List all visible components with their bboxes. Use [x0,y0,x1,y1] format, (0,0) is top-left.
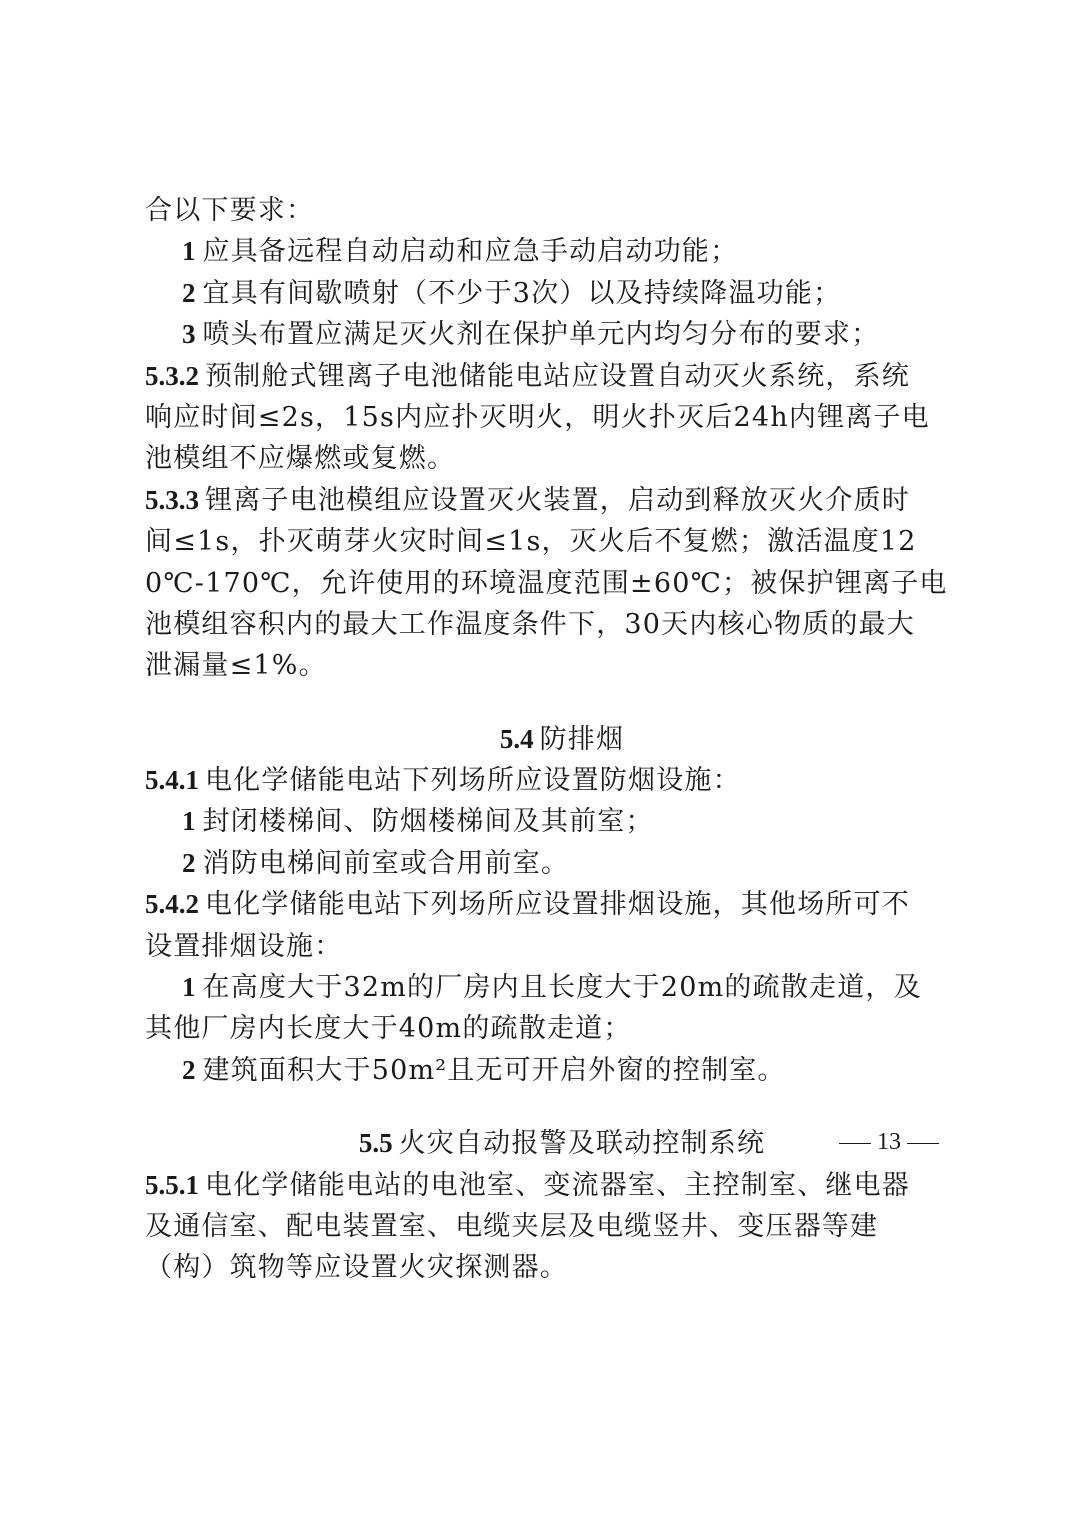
text-line [145,967,945,1008]
clause-number: 3 [182,319,196,350]
line-text: 响应时间≤2s，15s内应扑灭明火，明火扑灭后24h内锂离子电 [145,401,930,433]
line-text: 泄漏量≤1%。 [145,650,327,682]
text-line [145,645,945,686]
text-line [145,1165,945,1206]
clause-number: 5.5 [358,1128,393,1159]
text-line [145,926,945,967]
line-text: 0℃-170℃，允许使用的环境温度范围±60℃；被保护锂离子电 [145,567,948,599]
line-text: 电化学储能电站下列场所应设置排烟设施，其他场所可不 [205,889,910,921]
document-body [145,190,948,1289]
text-line [145,273,945,314]
line-text: 锂离子电池模组应设置灭火装置，启动到释放灭火介质时 [205,484,910,516]
text-line [145,563,948,604]
line-text: 设置排烟设施： [145,930,343,962]
clause-number: 1 [182,806,196,837]
text-line [145,801,945,842]
clause-number: 5.5.1 [145,1169,199,1200]
line-text: 宜具有间歇喷射（不少于3次）以及持续降温功能； [202,277,842,309]
line-text: 池模组不应爆燃或复燃。 [145,443,456,475]
text-line [145,314,945,355]
line-text: 池模组容积内的最大工作温度条件下，30天内核心物质的最大 [145,608,915,640]
line-text: 电化学储能电站下列场所应设置防烟设施： [205,765,741,797]
line-text: 间≤1s，扑灭萌芽火灾时间≤1s，灭火后不复燃；激活温度12 [145,526,917,558]
text-line [145,1008,945,1049]
line-text: 电化学储能电站的电池室、变流器室、主控制室、继电器 [205,1169,910,1201]
clause-number: 5.3.3 [145,484,199,515]
section-heading [145,1123,945,1164]
line-text: 预制舱式锂离子电池储能电站应设置自动灭火系统，系统 [205,360,910,392]
line-text: 喷头布置应满足灭火剂在保护单元内均匀分布的要求； [202,319,880,351]
page-number: 13 [877,1129,901,1155]
clause-number: 5.4.1 [145,765,199,796]
text-line [145,231,945,272]
line-text: 封闭楼梯间、防烟楼梯间及其前室； [202,806,654,838]
footer-dash-right [907,1143,939,1144]
clause-number: 2 [182,847,196,878]
text-line [145,760,945,801]
line-text: 建筑面积大于50m²且无可开启外窗的控制室。 [202,1054,786,1086]
line-text: 应具备远程自动启动和应急手动启动功能； [202,236,739,268]
footer-dash-left [839,1143,871,1144]
line-text: 防排烟 [539,723,625,755]
text-line [145,190,945,231]
text-line [145,843,945,884]
text-line [145,1050,945,1091]
line-text: 在高度大于32m的厂房内且长度大于20m的疏散走道，及 [202,972,922,1004]
text-line [145,356,945,397]
clause-number: 5.4 [499,723,534,754]
clause-number: 2 [182,277,196,308]
line-text: 其他厂房内长度大于40m的疏散走道； [145,1013,632,1045]
text-line [145,884,945,925]
line-text: 火灾自动报警及联动控制系统 [398,1128,766,1160]
line-text: 及通信室、配电装置室、电缆夹层及电缆竖井、变压器等建 [145,1210,879,1242]
text-line [145,438,945,479]
text-line [145,1247,945,1288]
line-text: 合以下要求： [145,195,315,226]
clause-number: 5.3.2 [145,360,199,391]
clause-number: 1 [182,972,196,1003]
text-line [145,397,945,438]
text-line [145,480,945,521]
page-footer [833,1122,945,1162]
clause-number: 5.4.2 [145,889,199,920]
line-text: 消防电梯间前室或合用前室。 [202,847,570,879]
clause-number: 1 [182,236,196,267]
clause-number: 2 [182,1054,196,1085]
line-text: （构）筑物等应设置火灾探测器。 [145,1252,568,1284]
section-heading [145,719,945,760]
text-line [145,604,945,645]
text-line [145,1206,945,1247]
text-line [145,521,945,562]
